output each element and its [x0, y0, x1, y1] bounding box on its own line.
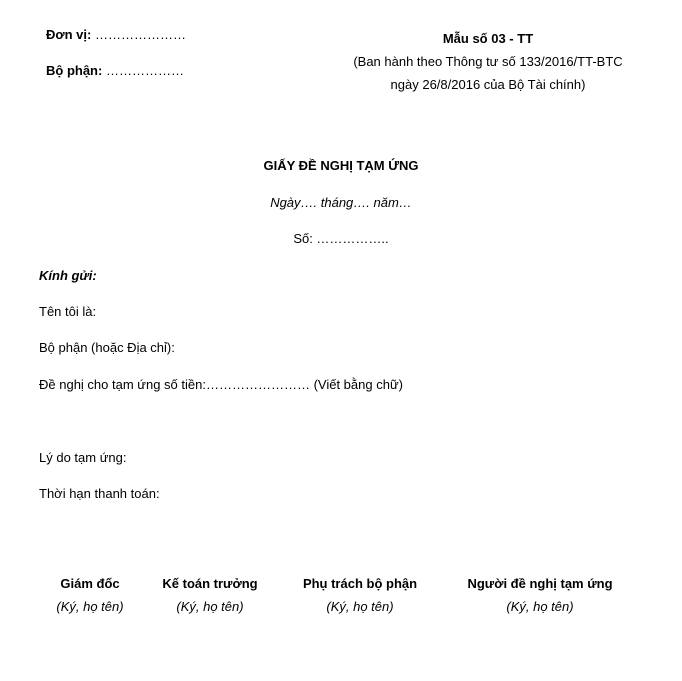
- signature-department-head: [260, 572, 460, 618]
- department-dots: ………………: [102, 63, 184, 78]
- signature-role: Phụ trách bộ phận: [302, 576, 418, 591]
- signature-requester: [440, 572, 640, 618]
- department-line: [46, 63, 184, 78]
- department-label: Bộ phận:: [46, 63, 103, 78]
- department-address-label: Bộ phận (hoặc Địa chỉ):: [39, 340, 175, 355]
- unit-line: [46, 27, 186, 42]
- issued-date: ngày 26/8/2016 của Bộ Tài chính): [390, 77, 586, 92]
- signature-note: (Ký, họ tên): [506, 599, 574, 614]
- issued-by: (Ban hành theo Thông tư số 133/2016/TT-BTC: [353, 54, 623, 69]
- advance-reason-label: Lý do tạm ứng:: [39, 450, 127, 465]
- signature-note: (Ký, họ tên): [176, 599, 244, 614]
- name-field-label: Tên tôi là:: [39, 304, 97, 319]
- signature-note: (Ký, họ tên): [326, 599, 394, 614]
- document-number: Số: ……………..: [293, 231, 389, 246]
- form-number-block: [330, 27, 646, 96]
- document-date: Ngày…. tháng…. năm…: [270, 195, 412, 210]
- signature-note: (Ký, họ tên): [56, 599, 124, 614]
- unit-dots: …………………: [91, 27, 186, 42]
- signature-role: Giám đốc: [60, 576, 120, 591]
- advance-amount-label: Đề nghị cho tạm ứng số tiền:…………………… (Viết bằng chữ): [39, 377, 403, 392]
- kinh-gui-label: Kính gửi:: [39, 268, 97, 283]
- unit-label: Đơn vị:: [46, 27, 92, 42]
- form-number: Mẫu số 03 - TT: [442, 31, 534, 46]
- signature-role: Người đề nghị tạm ứng: [467, 576, 613, 591]
- signature-role: Kế toán trưởng: [162, 576, 258, 591]
- document-title: GIẤY ĐỀ NGHỊ TẠM ỨNG: [263, 158, 419, 173]
- payment-deadline-label: Thời hạn thanh toán:: [39, 486, 160, 501]
